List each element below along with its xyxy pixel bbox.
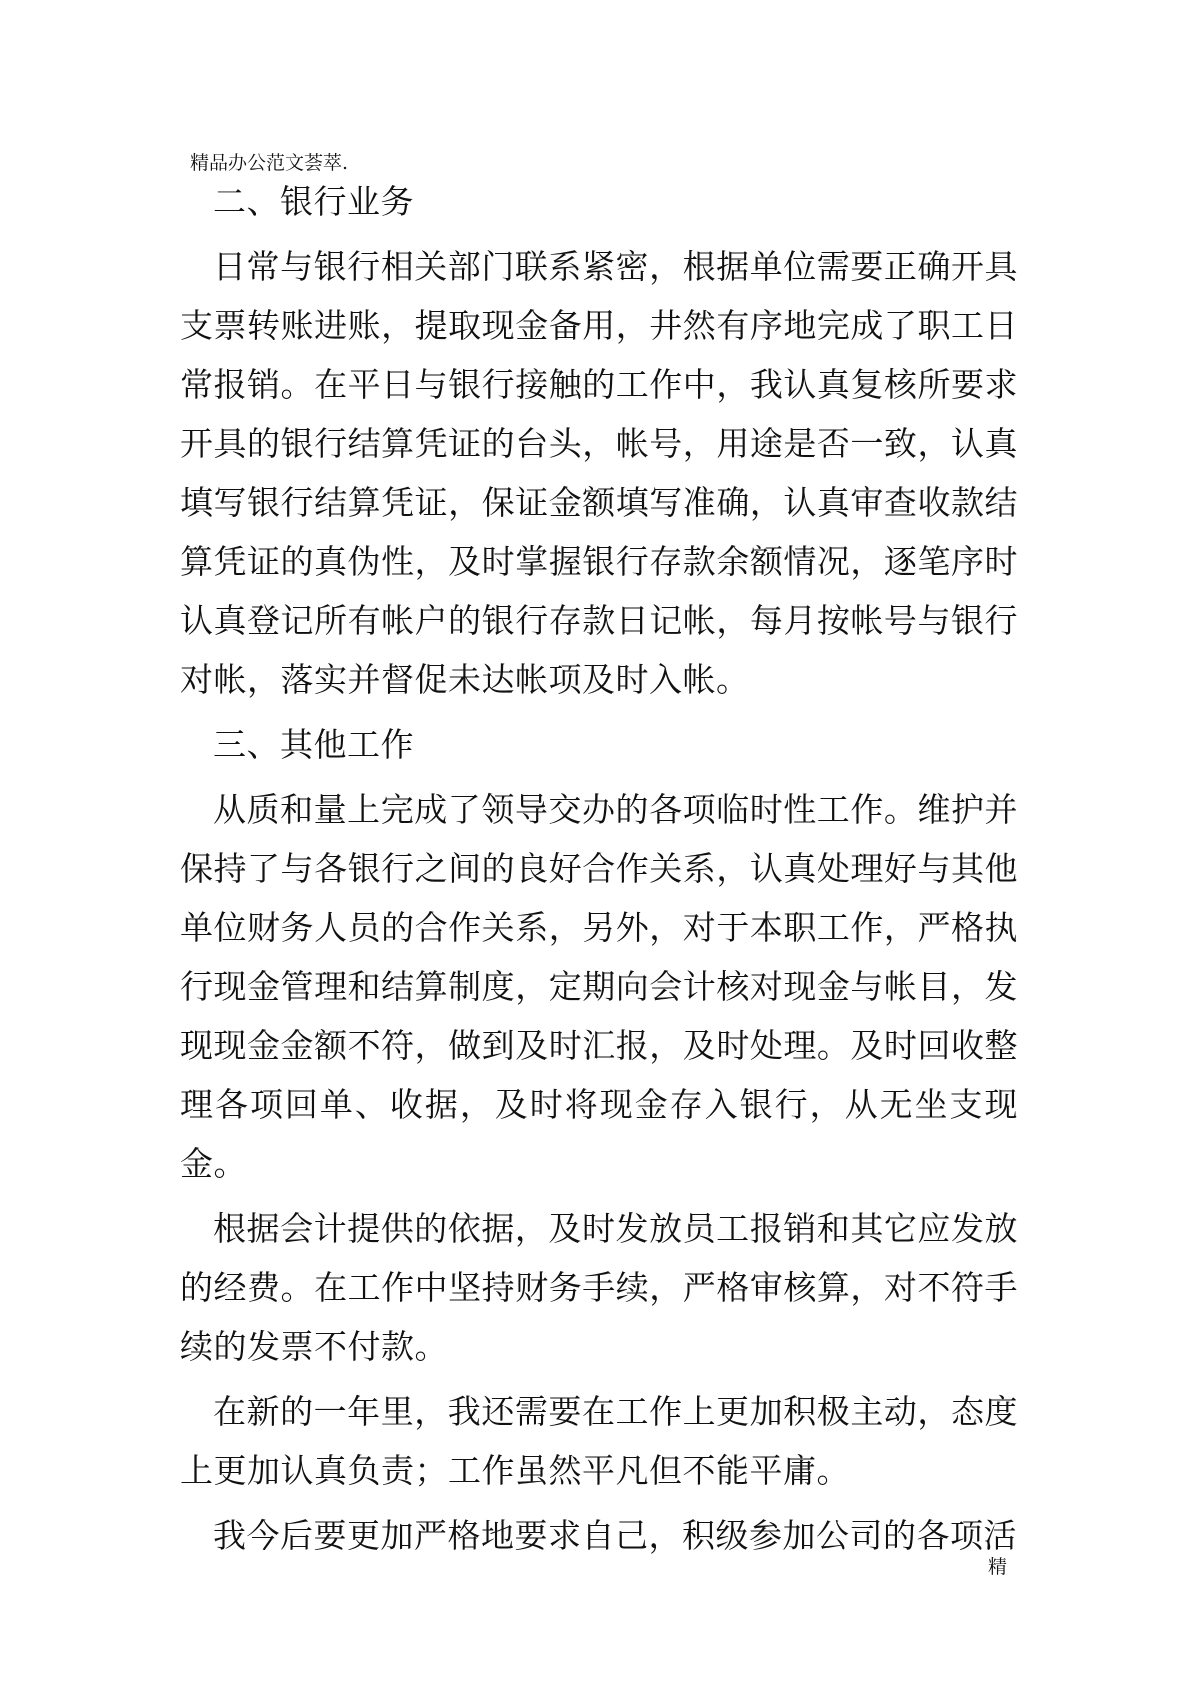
paragraph-other-work-1: 从质和量上完成了领导交办的各项临时性工作。维护并保持了与各银行之间的良好合作关系，认真处理好与其他单位财务人员的合作关系，另外，对于本职工作，严格执行现金管理和结算制度，定期向会计核对现金与帐目，发现现金金额不符，做到及时汇报，及时处理。及时回收整理各项回单、收据，及时将现金存入银行，从无坐支现金。 — [180, 790, 1018, 1183]
section-heading-other-work: 三、其他工作 — [213, 725, 414, 764]
document-body — [180, 172, 1018, 1565]
margin-mark: 精 — [988, 1556, 1008, 1578]
paragraph-banking: 日常与银行相关部门联系紧密，根据单位需要正确开具支票转账进账，提取现金备用，井然有序地完成了职工日常报销。在平日与银行接触的工作中，我认真复核所要求开具的银行结算凭证的台头，帐号，用途是否一致，认真填写银行结算凭证，保证金额填写准确，认真审查收款结算凭证的真伪性，及时掌握银行存款余额情况，逐笔序时认真登记所有帐户的银行存款日记帐，每月按帐号与银行对帐，落实并督促未达帐项及时入帐。 — [180, 247, 1018, 699]
paragraph-other-work-4: 我今后要更加严格地要求自己，积级参加公司的各项活 — [213, 1516, 1017, 1555]
section-heading-banking: 二、银行业务 — [213, 182, 414, 221]
paragraph-other-work-3: 在新的一年里，我还需要在工作上更加积极主动，态度上更加认真负责；工作虽然平凡但不能平庸。 — [180, 1392, 1018, 1490]
header-note: 精品办公范文荟萃. — [190, 152, 349, 174]
paragraph-other-work-2: 根据会计提供的依据，及时发放员工报销和其它应发放的经费。在工作中坚持财务手续，严格审核算，对不符手续的发票不付款。 — [180, 1209, 1018, 1366]
